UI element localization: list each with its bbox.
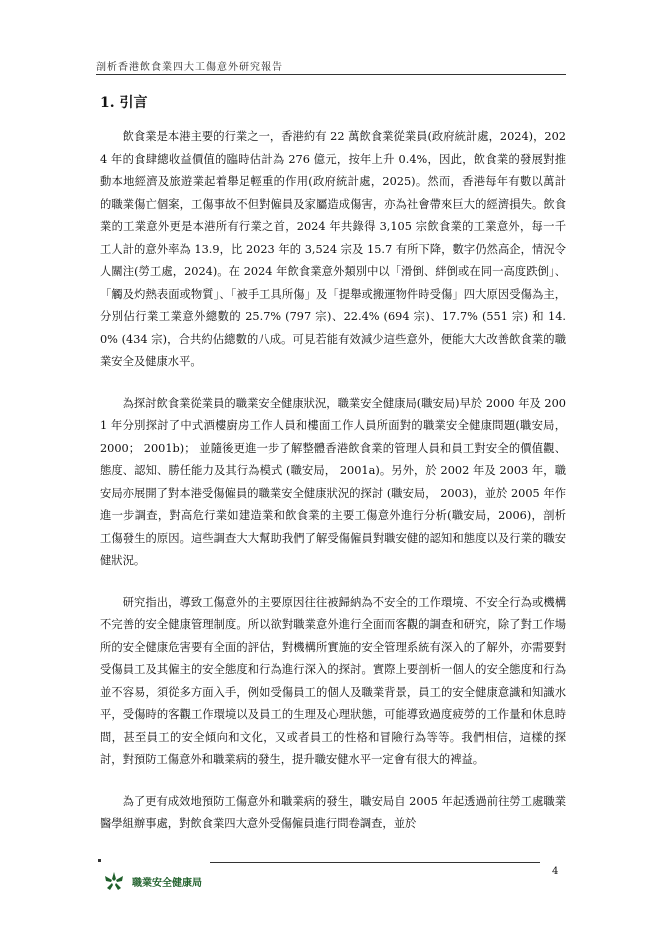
paragraph-2: 為探討飲食業從業員的職業安全健康狀況，職業安全健康局(職安局)早於 2000 年及 2001 年分別探討了中式酒樓廚房工作人員和樓面工作人員所面對的職業安全健康問題(職安局， 2000； 2001b)； 並隨後更進一步了解整體香港飲食業的管理人員和員工對安全的價值觀、態度、認知、勝任能力及其行為模式 (職安局， 2001a)。另外，於 2002 年及 2003 年，職安局亦展開了對本港受傷僱員的職業安全健康狀況的探討 (職安局， 2003)，並於 2005 年作進一步調查，對高危行業如建造業和飲食業的主要工傷意外進行分析(職安局，2006)，剖析工傷發生的原因。這些調查大大幫助我們了解受傷僱員對職安健的認知和態度以及行業的職安健狀況。: [100, 396, 566, 567]
body-text: [100, 126, 566, 855]
paragraph-3: 研究指出，導致工傷意外的主要原因往往被歸納為不安全的工作環境、不安全行為或機構不完善的安全健康管理制度。所以欲對職業意外進行全面而客觀的調查和研究，除了對工作場所的安全健康危害要有全面的評估，對機構所實施的安全管理系統有深入的了解外，亦需要對受傷員工及其僱主的安全態度和行為進行深入的探討。實際上要剖析一個人的安全態度和行為並不容易，須從多方面入手，例如受傷員工的個人及職業背景，員工的安全健康意識和知識水平，受傷時的客觀工作環境以及員工的生理及心理狀態，可能導致過度疲勞的工作量和休息時間，甚至員工的安全傾向和文化，又或者員工的性格和冒險行為等等。我們相信，這樣的探討，對預防工傷意外和職業病的發生，提升職安健水平一定會有很大的裨益。: [100, 595, 566, 766]
section-heading: 1. 引言: [100, 95, 148, 111]
footer-logo: [102, 870, 202, 892]
footer-divider: [210, 862, 540, 863]
header-divider: [96, 74, 566, 75]
paragraph-4: 為了更有成效地預防工傷意外和職業病的發生，職安局自 2005 年起透過前往勞工處職業醫學組辦事處，對飲食業四大意外受傷僱員進行問卷調查，並於: [100, 794, 566, 830]
footer-dot: [98, 859, 101, 862]
paragraph-1: 飲食業是本港主要的行業之一，香港約有 22 萬飲食業從業員(政府統計處，2024)，2024 年的食肆總收益價值的臨時估計為 276 億元，按年上升 0.4%，因此，飲食業的發展對推動本地經濟及旅遊業起着舉足輕重的作用(政府統計處，2025)。然而，香港每年有數以萬計的職業傷亡個案，工傷事故不但對僱員及家屬造成傷害，亦為社會帶來巨大的經濟損失。飲食業的工業意外更是本港所有行業之首，2024 年共錄得 3,105 宗飲食業的工業意外，每一千工人計的意外率為 13.9，比 2023 年的 3,524 宗及 15.7 有所下降，數字仍然高企，情況令人關注(勞工處，2024)。在 2024 年飲食業意外類別中以「滑倒、絆倒或在同一高度跌倒」、「觸及灼熱表面或物質」、「被手工具所傷」及「提舉或搬運物件時受傷」四大原因受傷為主，分別佔行業工業意外總數的 25.7% (797 宗)、22.4% (694 宗)、17.7% (551 宗) 和 14.0% (434 宗)，合共約佔總數的八成。可見若能有效減少這些意外，便能大大改善飲食業的職業安全及健康水平。: [100, 130, 566, 368]
page-number: 4: [552, 866, 559, 877]
running-header: 剖析香港飲食業四大工傷意外研究報告: [96, 62, 283, 73]
osh-council-logo-icon: [102, 870, 126, 892]
org-name: 職業安全健康局: [132, 877, 202, 889]
